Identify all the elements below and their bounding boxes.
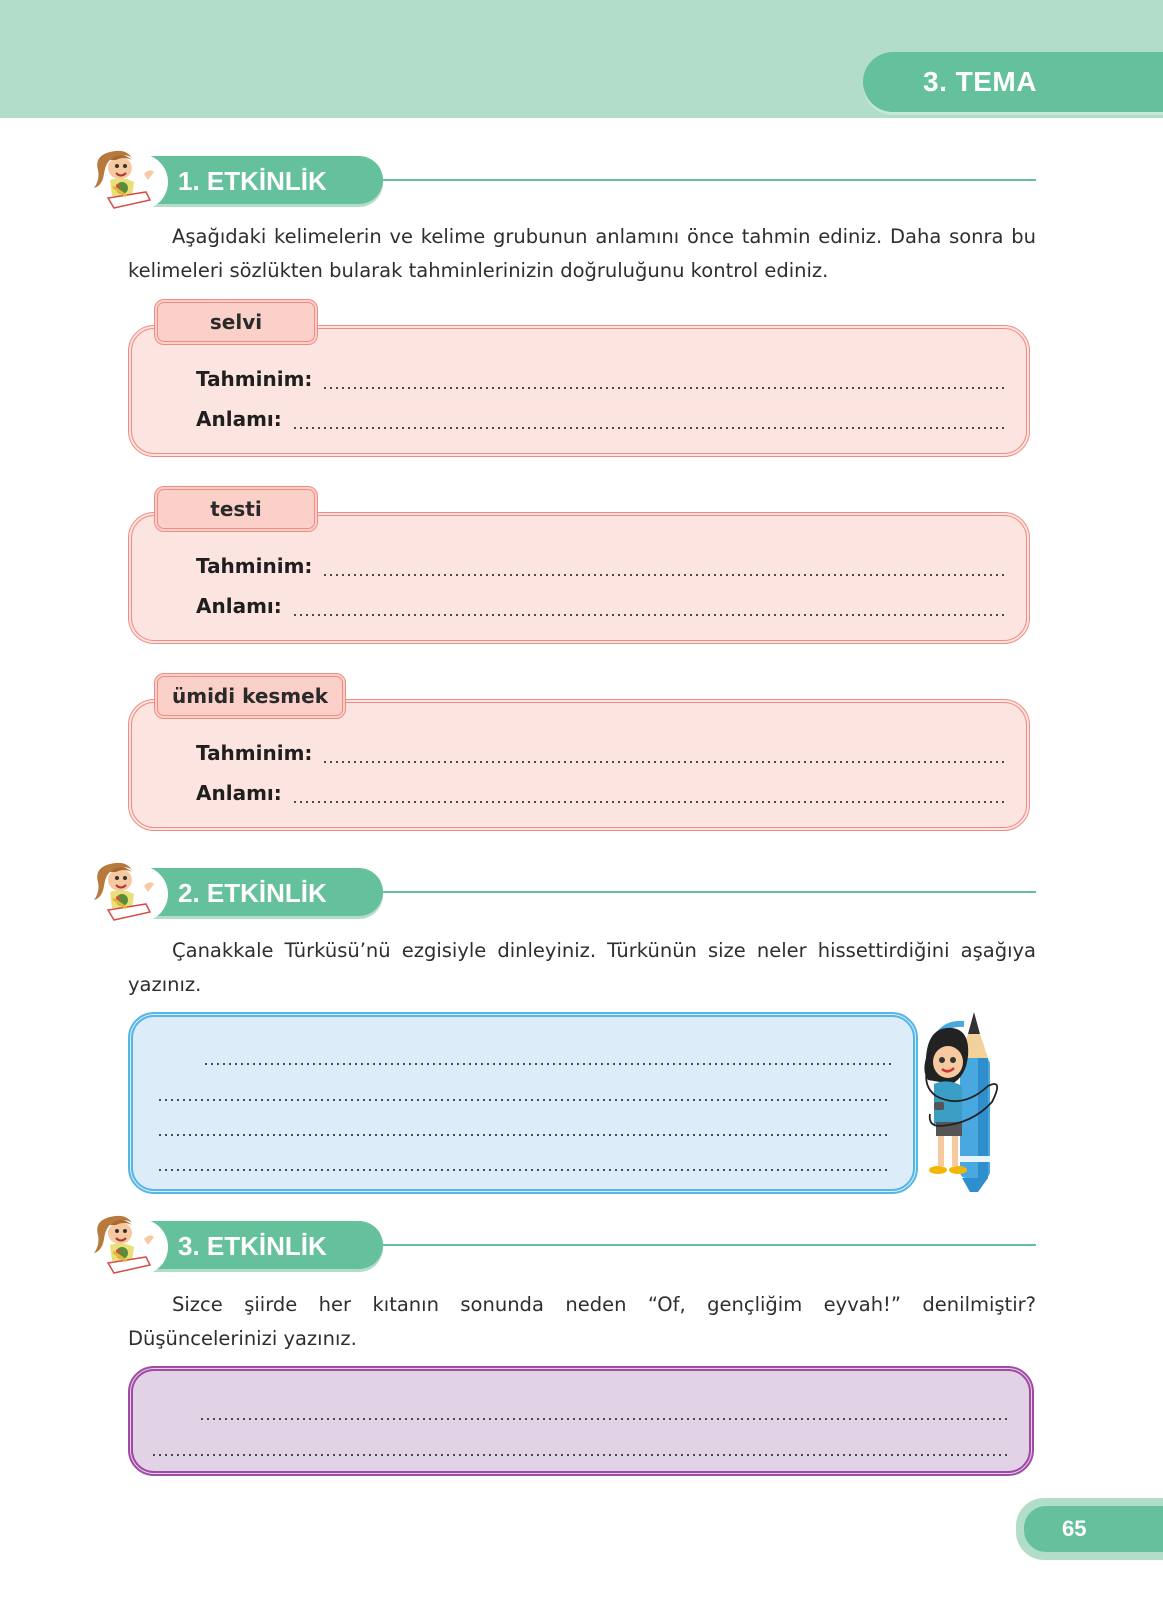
activity-3-header [88,1213,1036,1277]
dotted-answer-line[interactable] [157,1134,891,1136]
instruction-text: Çanakkale Türküsü’nü ezgisiyle dinleyiniz. Türkünün size neler hissettirdiğini aşağıya yazınız. [128,939,1036,996]
theme-label: 3. TEMA [923,66,1037,97]
meaning-label: Anlamı: [196,407,282,431]
page-number-tab [1016,1498,1163,1560]
girl-with-pencil-illustration [922,1006,1042,1196]
section-divider [368,179,1036,181]
page-number-pill [1024,1506,1163,1552]
dotted-answer-line[interactable] [292,801,1004,803]
answer-box-activity-2[interactable] [128,1012,918,1194]
meaning-field[interactable] [196,407,1004,437]
girl-writing-mascot-icon [88,860,170,924]
dotted-answer-line[interactable] [157,1169,891,1171]
guess-field[interactable] [196,741,1004,771]
word-box-umidi-kesmek [128,684,1030,831]
guess-field[interactable] [196,554,1004,584]
dotted-answer-line[interactable] [322,574,1004,576]
guess-label: Tahminim: [196,367,313,391]
activity-title-pill [138,1221,383,1269]
meaning-label: Anlamı: [196,594,282,618]
guess-field[interactable] [196,367,1004,397]
activity-title: 2. ETKİNLİK [178,878,327,908]
dotted-answer-line[interactable] [151,1454,1007,1456]
word-tag: testi [154,486,318,532]
meaning-label: Anlamı: [196,781,282,805]
answer-box-activity-3[interactable] [128,1366,1034,1476]
meaning-field[interactable] [196,781,1004,811]
activity-1-header [88,148,1036,212]
girl-writing-mascot-icon [88,148,170,212]
instruction-text: Sizce şiirde her kıtanın sonunda neden “Of, gençliğim eyvah!” denilmiştir? Düşüncelerinizi yazınız. [128,1293,1036,1350]
theme-tab [863,52,1163,112]
dotted-answer-line[interactable] [292,614,1004,616]
instruction-text: Aşağıdaki kelimelerin ve kelime grubunun anlamını önce tahmin ediniz. Daha sonra bu kelimeleri sözlükten bularak tahminlerinizin doğruluğunu kontrol ediniz. [128,225,1036,282]
word-box-testi [128,497,1030,644]
page-number: 65 [1062,1516,1087,1541]
section-divider [368,891,1036,893]
dotted-answer-line[interactable] [203,1063,891,1065]
word-tag: ümidi kesmek [154,673,346,719]
dotted-answer-line[interactable] [157,1099,891,1101]
activity-2-header [88,860,1036,924]
activity-title-pill [138,156,383,204]
section-divider [368,1244,1036,1246]
girl-writing-mascot-icon [88,1213,170,1277]
activity-1-instruction [128,220,1036,288]
activity-title-pill [138,868,383,916]
dotted-answer-line[interactable] [322,387,1004,389]
meaning-field[interactable] [196,594,1004,624]
activity-3-instruction [128,1288,1036,1356]
word-box-selvi [128,310,1030,457]
dotted-answer-line[interactable] [292,427,1004,429]
guess-label: Tahminim: [196,554,313,578]
word-tag: selvi [154,299,318,345]
dotted-answer-line[interactable] [199,1418,1007,1420]
activity-2-instruction [128,934,1036,1002]
dotted-answer-line[interactable] [322,761,1004,763]
activity-title: 1. ETKİNLİK [178,166,327,196]
guess-label: Tahminim: [196,741,313,765]
activity-title: 3. ETKİNLİK [178,1231,327,1261]
